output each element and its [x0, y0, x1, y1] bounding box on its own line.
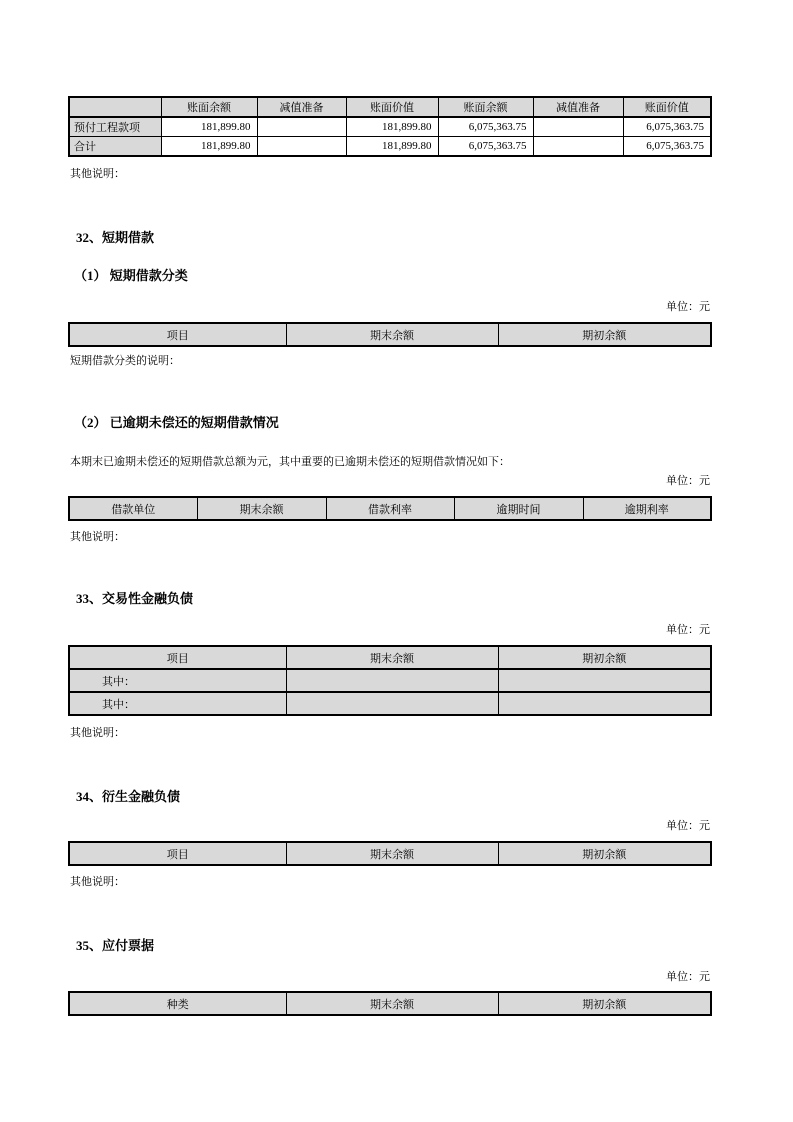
other-notes-label: 其他说明：	[70, 531, 125, 543]
table-header-row	[69, 497, 711, 520]
short-term-loans-table	[68, 322, 712, 347]
header-cell-opening-balance: 期初余额	[498, 842, 711, 865]
data-cell: 181,899.80	[161, 117, 257, 137]
table-row-including-1	[69, 669, 711, 692]
header-cell-book-balance-1: 账面余额	[161, 97, 257, 117]
section-33-heading: 33、交易性金融负债	[76, 591, 194, 606]
data-cell: 6,075,363.75	[623, 117, 711, 137]
section-32-sub2-heading: （2） 已逾期未偿还的短期借款情况	[74, 415, 279, 430]
header-cell-closing-balance: 期末余额	[286, 992, 498, 1015]
header-cell-book-value-1: 账面价值	[346, 97, 438, 117]
row-label-cell: 其中：	[69, 669, 286, 692]
data-cell	[286, 692, 498, 715]
trading-financial-liabilities-table	[68, 645, 712, 716]
header-cell-closing-balance: 期末余额	[286, 323, 498, 346]
other-notes-label: 其他说明：	[70, 168, 125, 180]
header-cell-opening-balance: 期初余额	[498, 992, 711, 1015]
row-label-cell: 预付工程款项	[69, 117, 161, 137]
section-32-heading: 32、短期借款	[76, 230, 155, 245]
data-cell	[257, 137, 346, 157]
table-row-including-2	[69, 692, 711, 715]
data-cell: 181,899.80	[346, 137, 438, 157]
header-cell-book-balance-2: 账面余额	[438, 97, 533, 117]
data-cell	[498, 669, 711, 692]
data-cell: 181,899.80	[346, 117, 438, 137]
section-32-sub1-heading: （1） 短期借款分类	[74, 268, 188, 283]
row-label-cell: 合计	[69, 137, 161, 157]
other-notes-label: 其他说明：	[70, 876, 125, 888]
header-cell-item: 项目	[69, 842, 286, 865]
table-header-row	[69, 842, 711, 865]
data-cell: 181,899.80	[161, 137, 257, 157]
prepayments-table	[68, 96, 712, 157]
table-header-row	[69, 97, 711, 117]
header-cell-loan-rate: 借款利率	[326, 497, 454, 520]
section-35-heading: 35、应付票据	[76, 938, 155, 953]
header-cell-closing-balance: 期末余额	[197, 497, 326, 520]
unit-label: 单位：元	[666, 624, 710, 636]
data-cell	[286, 669, 498, 692]
header-cell-item: 项目	[69, 323, 286, 346]
header-cell-category: 种类	[69, 992, 286, 1015]
table-header-row	[69, 323, 711, 346]
header-cell-overdue-rate: 逾期利率	[583, 497, 711, 520]
header-cell-book-value-2: 账面价值	[623, 97, 711, 117]
data-cell: 6,075,363.75	[438, 137, 533, 157]
loan-classification-note: 短期借款分类的说明：	[70, 355, 180, 367]
header-cell-empty	[69, 97, 161, 117]
data-cell: 6,075,363.75	[438, 117, 533, 137]
derivative-financial-liabilities-table	[68, 841, 712, 866]
header-cell-opening-balance: 期初余额	[498, 646, 711, 669]
table-row-prepaid-construction	[69, 117, 711, 137]
unit-label: 单位：元	[666, 820, 710, 832]
header-cell-overdue-time: 逾期时间	[454, 497, 583, 520]
data-cell	[533, 137, 623, 157]
header-cell-lender: 借款单位	[69, 497, 197, 520]
data-cell: 6,075,363.75	[623, 137, 711, 157]
header-cell-closing-balance: 期末余额	[286, 842, 498, 865]
data-cell	[533, 117, 623, 137]
table-header-row	[69, 992, 711, 1015]
other-notes-label: 其他说明：	[70, 727, 125, 739]
overdue-loans-description: 本期末已逾期未偿还的短期借款总额为元，其中重要的已逾期未偿还的短期借款情况如下：	[70, 456, 510, 468]
row-label-cell: 其中：	[69, 692, 286, 715]
header-cell-impairment-1: 减值准备	[257, 97, 346, 117]
data-cell	[257, 117, 346, 137]
header-cell-impairment-2: 减值准备	[533, 97, 623, 117]
unit-label: 单位：元	[666, 475, 710, 487]
table-row-total	[69, 137, 711, 157]
header-cell-item: 项目	[69, 646, 286, 669]
page-content	[68, 96, 710, 1016]
table-header-row	[69, 646, 711, 669]
notes-payable-table	[68, 991, 712, 1016]
data-cell	[498, 692, 711, 715]
header-cell-closing-balance: 期末余额	[286, 646, 498, 669]
unit-label: 单位：元	[666, 301, 710, 313]
unit-label: 单位：元	[666, 971, 710, 983]
overdue-loans-table	[68, 496, 712, 521]
section-34-heading: 34、衍生金融负债	[76, 789, 181, 804]
header-cell-opening-balance: 期初余额	[498, 323, 711, 346]
